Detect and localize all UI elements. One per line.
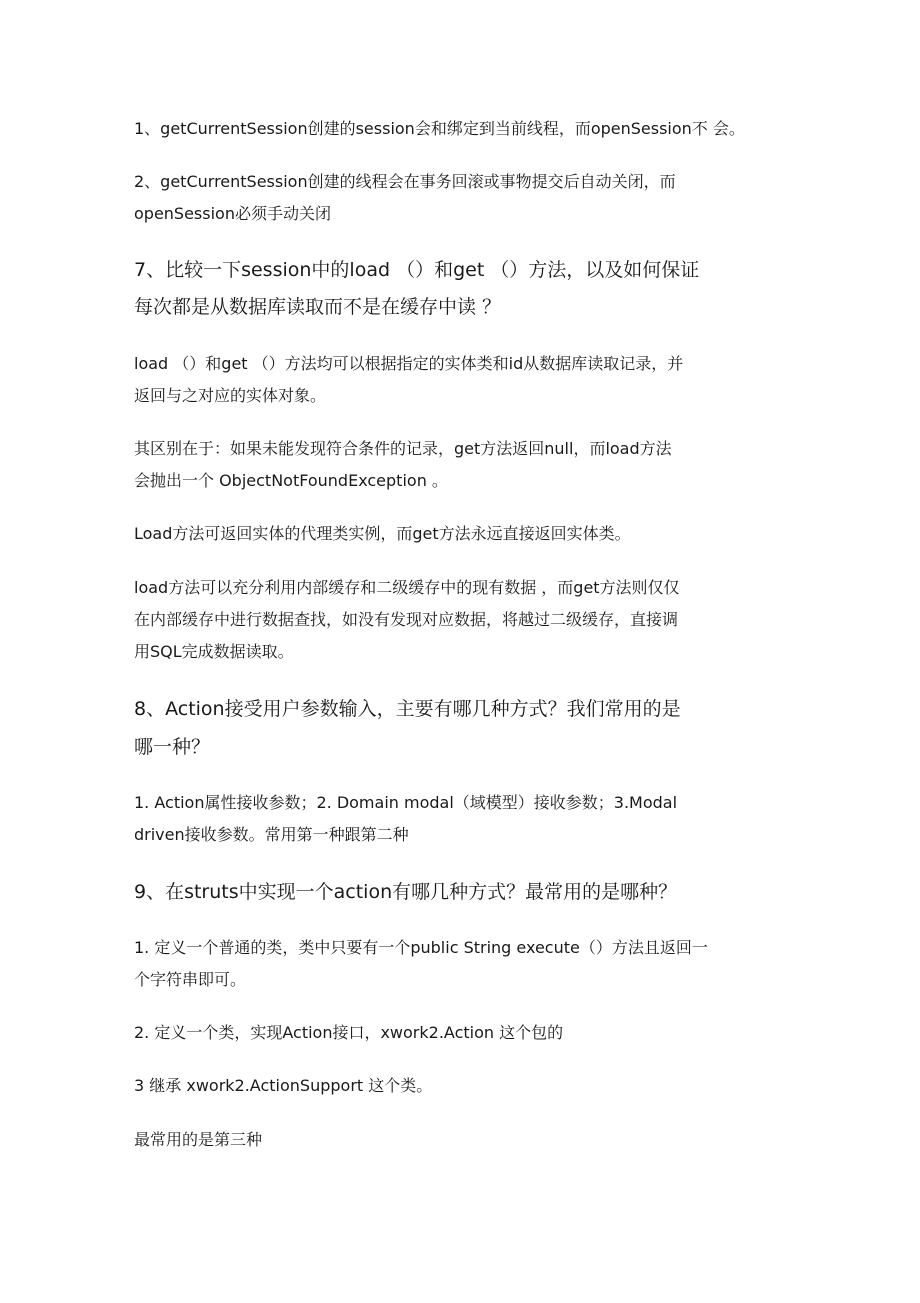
section-heading-line: 8、Action接受用户参数输入，主要有哪几种方式？我们常用的是 xyxy=(134,698,681,720)
section-heading-line: 9、在struts中实现一个action有哪几种方式？最常用的是哪种？ xyxy=(134,881,678,903)
section-heading-line: 7、比较一下session中的load （）和get （）方法，以及如何保证 xyxy=(134,259,700,281)
paragraph-line: driven接收参数。常用第一种跟第二种 xyxy=(134,825,409,844)
paragraph-line: 1、getCurrentSession创建的session会和绑定到当前线程，而openSession不 会。 xyxy=(134,119,745,138)
paragraph-line: 最常用的是第三种 xyxy=(134,1130,263,1149)
paragraph-line: 1. 定义一个普通的类，类中只要有一个public String execute（）方法且返回一 xyxy=(134,938,708,957)
paragraph-line: load （）和get （）方法均可以根据指定的实体类和id从数据库读取记录，并 xyxy=(134,354,684,373)
paragraph-line: 返回与之对应的实体对象。 xyxy=(134,386,327,405)
paragraph-line: 会抛出一个 ObjectNotFoundException 。 xyxy=(134,471,448,490)
paragraph-line: load方法可以充分利用内部缓存和二级缓存中的现有数据 ，而get方法则仅仅 xyxy=(134,578,680,597)
paragraph-line: 2、getCurrentSession创建的线程会在事务回滚或事物提交后自动关闭，而 xyxy=(134,172,676,191)
paragraph-line: 在内部缓存中进行数据查找，如没有发现对应数据，将越过二级缓存，直接调 xyxy=(134,610,679,629)
paragraph-line: openSession必须手动关闭 xyxy=(134,204,331,223)
paragraph-line: Load方法可返回实体的代理类实例，而get方法永远直接返回实体类。 xyxy=(134,524,631,543)
paragraph-line: 1. Action属性接收参数；2. Domain modal（域模型）接收参数；3.Modal xyxy=(134,793,678,812)
section-heading-line: 每次都是从数据库读取而不是在缓存中读 ？ xyxy=(134,296,502,318)
paragraph-line: 个字符串即可。 xyxy=(134,970,247,989)
section-heading-line: 哪一种？ xyxy=(134,736,211,758)
paragraph-line: 其区别在于：如果未能发现符合条件的记录，get方法返回null，而load方法 xyxy=(134,439,672,458)
paragraph-line: 用SQL完成数据读取。 xyxy=(134,642,294,661)
paragraph-line: 3 继承 xwork2.ActionSupport 这个类。 xyxy=(134,1076,433,1095)
paragraph-line: 2. 定义一个类，实现Action接口，xwork2.Action 这个包的 xyxy=(134,1023,564,1042)
